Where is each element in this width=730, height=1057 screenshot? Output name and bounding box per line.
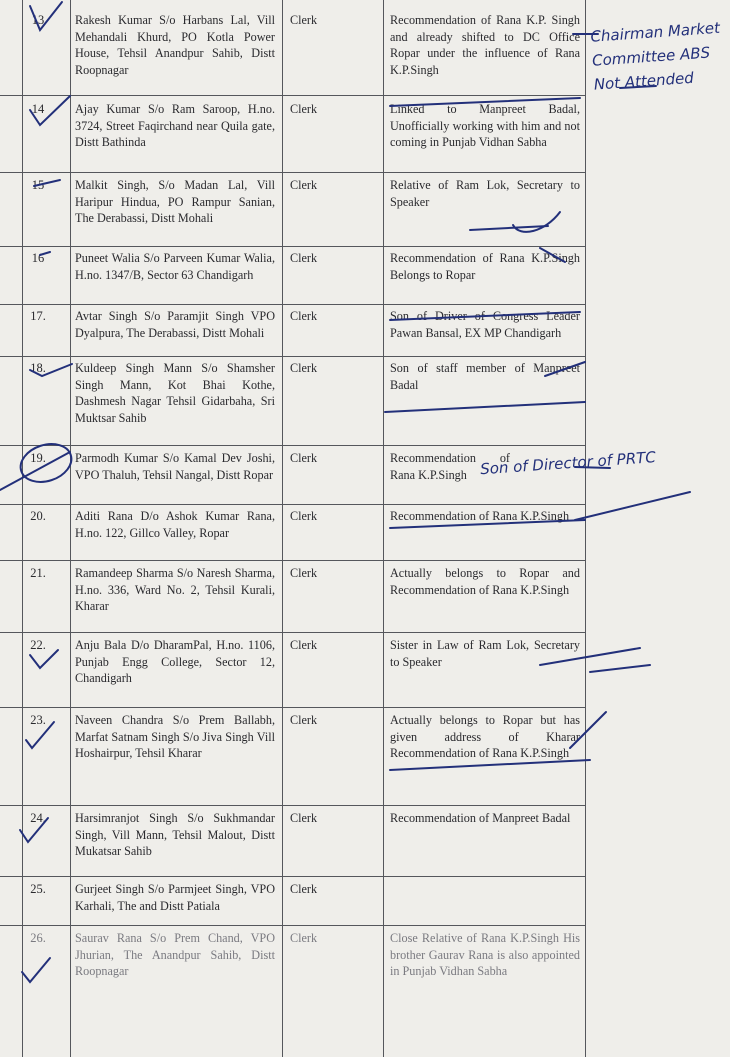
post: Clerk — [290, 713, 318, 727]
post: Clerk — [290, 566, 318, 580]
underline — [385, 402, 585, 412]
row-divider — [0, 172, 586, 173]
remark: Recommendation of Rana K.P. Singh and already shifted to DC Office Ropar under the influence of Rana K.P.Singh — [390, 13, 580, 77]
serial-number: 21. — [30, 566, 46, 580]
serial-number: 26. — [30, 931, 46, 945]
candidate-name: Rakesh Kumar S/o Harbans Lal, Vill Mehandali Khurd, PO Kotla Power House, Tehsil Anandpur Sahib, Distt Roopnagar — [75, 13, 275, 77]
row-divider — [0, 304, 586, 305]
post: Clerk — [290, 882, 318, 896]
candidate-name: Ajay Kumar S/o Ram Saroop, H.no. 3724, Street Faqirchand near Quila gate, Distt Bathinda — [75, 102, 275, 150]
post: Clerk — [290, 178, 318, 192]
serial-number: 18. — [30, 361, 46, 375]
handwritten-note: Chairman Market Committee ABS Not Attended — [589, 18, 721, 94]
remark: Sister in Law of Ram Lok, Secretary to Speaker — [390, 638, 580, 669]
row-divider — [0, 246, 586, 247]
candidate-name: Avtar Singh S/o Paramjit Singh VPO Dyalpura, The Derabassi, Distt Mohali — [75, 309, 275, 340]
serial-number: 25. — [30, 882, 46, 896]
row-divider — [0, 445, 586, 446]
pen-stroke — [575, 492, 690, 520]
serial-number: 24. — [30, 811, 46, 825]
post: Clerk — [290, 251, 318, 265]
table-border-right — [585, 0, 586, 1057]
candidate-name: Parmodh Kumar S/o Kamal Dev Joshi, VPO Thaluh, Tehsil Nangal, Distt Ropar — [75, 451, 275, 482]
pen-stroke — [590, 665, 650, 672]
candidate-name: Saurav Rana S/o Prem Chand, VPO Jhurian, The Anandpur Sahib, Distt Roopnagar — [75, 931, 275, 979]
column-divider — [70, 0, 71, 1057]
candidate-name: Naveen Chandra S/o Prem Ballabh, Marfat Satnam Singh S/o Jiva Singh Vill Hoshairpur, Tehsil Kharar — [75, 713, 275, 761]
post: Clerk — [290, 931, 318, 945]
serial-number: 17. — [30, 309, 46, 323]
post: Clerk — [290, 361, 318, 375]
remark: Close Relative of Rana K.P.Singh His brother Gaurav Rana is also appointed in Punjab Vidhan Sabha — [390, 931, 580, 979]
row-divider — [0, 876, 586, 877]
remark: Recommendation of Manpreet Badal — [390, 811, 571, 825]
row-divider — [0, 632, 586, 633]
row-divider — [0, 707, 586, 708]
remark: Recommendation of Rana K.P.Singh Belongs to Ropar — [390, 251, 580, 282]
serial-number: 23. — [30, 713, 46, 727]
pen-stroke — [513, 212, 560, 232]
remark: Actually belongs to Ropar and Recommendation of Rana K.P.Singh — [390, 566, 580, 597]
serial-number: 13 — [31, 13, 45, 27]
serial-number: 20. — [30, 509, 46, 523]
candidate-name: Gurjeet Singh S/o Parmjeet Singh, VPO Karhali, The and Distt Patiala — [75, 882, 275, 913]
candidate-name: Kuldeep Singh Mann S/o Shamsher Singh Mann, Kot Bhai Kothe, Dashmesh Nagar Tehsil Gidarbaha, Sri Muktsar Sahib — [75, 361, 275, 425]
post: Clerk — [290, 451, 318, 465]
row-divider — [0, 504, 586, 505]
serial-number: 19. — [30, 451, 46, 465]
remark: Son of Driver of Congress Leader Pawan Bansal, EX MP Chandigarh — [390, 309, 580, 340]
candidate-name: Harsimranjot Singh S/o Sukhmandar Singh, Vill Mann, Tehsil Malout, Distt Mukatsar Sahib — [75, 811, 275, 859]
row-divider — [0, 925, 586, 926]
post: Clerk — [290, 509, 318, 523]
candidate-name: Anju Bala D/o DharamPal, H.no. 1106, Punjab Engg College, Sector 12, Chandigarh — [75, 638, 275, 686]
table-border-left — [22, 0, 23, 1057]
post: Clerk — [290, 102, 318, 116]
column-divider — [383, 0, 384, 1057]
serial-number: 22. — [30, 638, 46, 652]
remark: Relative of Ram Lok, Secretary to Speaker — [390, 178, 580, 209]
row-divider — [0, 805, 586, 806]
candidate-name: Ramandeep Sharma S/o Naresh Sharma, H.no. 336, Ward No. 2, Tehsil Kurali, Kharar — [75, 566, 275, 614]
serial-number: 14 — [31, 102, 45, 116]
serial-number: 16 — [31, 251, 45, 265]
remark: Actually belongs to Ropar but has given address of Kharar Recommendation of Rana K.P.Singh — [390, 713, 580, 761]
tick-mark — [22, 958, 50, 982]
candidate-name: Puneet Walia S/o Parveen Kumar Walia, H.no. 1347/B, Sector 63 Chandigarh — [75, 251, 275, 282]
post: Clerk — [290, 13, 318, 27]
row-divider — [0, 95, 586, 96]
remark: Son of staff member of Manpreet Badal — [390, 361, 580, 392]
post: Clerk — [290, 638, 318, 652]
post: Clerk — [290, 309, 318, 323]
row-divider — [0, 356, 586, 357]
post: Clerk — [290, 811, 318, 825]
handwritten-note: Son of Director of PRTC — [479, 448, 657, 479]
column-divider — [282, 0, 283, 1057]
remark: Recommendation of Rana K.P.Singh — [390, 451, 510, 482]
row-divider — [0, 560, 586, 561]
pen-stroke — [470, 226, 548, 230]
candidate-name: Malkit Singh, S/o Madan Lal, Vill Haripur Hindua, PO Rampur Sanian, The Derabassi, Distt Mohali — [75, 178, 275, 226]
remark: Recommendation of Rana K.P.Singh — [390, 509, 570, 523]
candidate-name: Aditi Rana D/o Ashok Kumar Rana, H.no. 122, Gillco Valley, Ropar — [75, 509, 275, 540]
remark: Linked to Manpreet Badal, Unofficially working with him and not coming in Punjab Vidhan Sabha — [390, 102, 580, 150]
serial-number: 15 — [31, 178, 45, 192]
